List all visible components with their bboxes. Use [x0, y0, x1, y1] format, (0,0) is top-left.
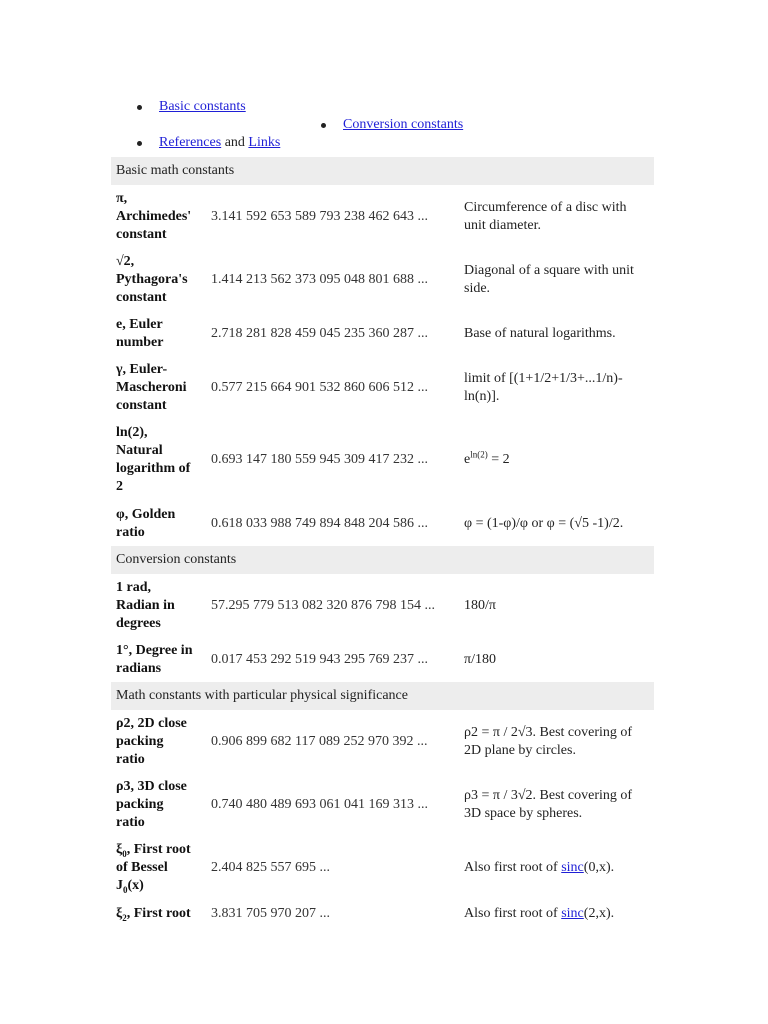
constant-value: 3.141 592 653 589 793 238 462 643 ... — [211, 208, 428, 224]
constant-description: Also first root of sinc(2,x). — [464, 906, 615, 921]
constant-value: 2.404 825 557 695 ... — [211, 859, 330, 875]
constant-name: $\xi_0$, First root of Bessel $J_0(x)$ — [116, 841, 191, 895]
constant-description: Base of natural logarithms. — [464, 325, 616, 341]
constant-value: 3.831 705 970 207 ... — [211, 906, 330, 921]
nav-item-references — [159, 134, 280, 152]
constant-name: ln(2), Natural logarithm of 2 — [116, 425, 191, 494]
section-header-conversion — [111, 546, 654, 574]
section-header-basic — [111, 157, 654, 185]
constant-name: 1 rad, Radian in degrees — [116, 579, 175, 631]
constant-name: ρ2, 2D close packing ratio — [116, 715, 187, 767]
and-text: and — [224, 135, 245, 150]
constant-description: $e^{ln(2)} = 2$ — [464, 449, 510, 467]
nav-item-conversion-constants — [343, 116, 463, 134]
constant-value: 0.693 147 180 559 945 309 417 232 ... — [211, 452, 428, 467]
constant-value: 0.017 453 292 519 943 295 769 237 ... — [211, 651, 428, 667]
constant-description: Also first root of sinc(0,x). — [464, 859, 615, 875]
table-row-e — [111, 311, 654, 356]
conversion-constants-link[interactable]: Conversion constants — [343, 117, 464, 132]
constants-table — [111, 157, 654, 929]
constant-description: Circumference of a disc with unit diameter. — [464, 199, 627, 233]
table-row-sqrt2 — [111, 248, 654, 311]
constant-name: π, Archimedes' constant — [116, 190, 192, 242]
constant-value: 2.718 281 828 459 045 235 360 287 ... — [211, 325, 428, 341]
table-row-rho3 — [111, 773, 654, 836]
constant-value: 1.414 213 562 373 095 048 801 688 ... — [211, 271, 428, 287]
constant-description: φ = (1-φ)/φ or φ = (√5 -1)/2. — [464, 515, 624, 531]
table-row-pi — [111, 185, 654, 248]
constant-value: 0.740 480 489 693 061 041 169 313 ... — [211, 796, 428, 812]
constant-description: Diagonal of a square with unit side. — [464, 262, 634, 296]
constant-name: γ, Euler- Mascheroni constant — [116, 361, 187, 413]
links-link[interactable]: Links — [248, 135, 281, 150]
section-title: Math constants with particular physical significance — [111, 682, 654, 710]
table-row-rad — [111, 574, 654, 637]
sinc-link[interactable]: sinc — [561, 859, 584, 875]
table-row-rho2 — [111, 710, 654, 773]
constant-name: φ, Golden ratio — [116, 506, 176, 540]
constant-description: 180/π — [464, 597, 496, 613]
constant-value: 57.295 779 513 082 320 876 798 154 ... — [211, 597, 435, 613]
references-link[interactable]: References — [159, 135, 222, 150]
constant-description: ρ3 = π / 3√2. Best covering of 3D space by spheres. — [464, 787, 633, 821]
table-row-phi — [111, 501, 654, 546]
section-header-physical — [111, 682, 654, 710]
constant-name: √2, Pythagora's constant — [116, 253, 188, 305]
constant-name: $\xi_2$, First root — [116, 906, 191, 923]
bullet-icon — [137, 141, 142, 146]
bullet-icon — [137, 105, 142, 110]
nav-item-basic-constants — [159, 98, 246, 116]
basic-constants-link[interactable]: Basic constants — [159, 99, 246, 114]
constant-description: ρ2 = π / 2√3. Best covering of 2D plane by circles. — [464, 724, 633, 758]
table-row-deg — [111, 637, 654, 682]
constant-value: 0.577 215 664 901 532 860 606 512 ... — [211, 379, 428, 395]
table-row-xi2 — [111, 899, 654, 929]
constant-value: 0.906 899 682 117 089 252 970 392 ... — [211, 733, 428, 749]
constant-name: 1°, Degree in radians — [116, 642, 193, 676]
section-title: Basic math constants — [111, 157, 654, 185]
constant-value: 0.618 033 988 749 894 848 204 586 ... — [211, 515, 428, 531]
bullet-icon — [321, 123, 326, 128]
table-row-xi0 — [111, 836, 654, 899]
table-row-gamma — [111, 356, 654, 419]
table-row-ln2 — [111, 419, 654, 501]
constant-description: π/180 — [464, 651, 496, 667]
sinc-link[interactable]: sinc — [561, 906, 584, 921]
section-title: Conversion constants — [111, 546, 654, 574]
constant-name: e, Euler number — [116, 316, 164, 350]
constant-description: limit of [(1+1/2+1/3+...1/n)-ln(n)]. — [464, 370, 623, 404]
constant-name: ρ3, 3D close packing ratio — [116, 778, 187, 830]
